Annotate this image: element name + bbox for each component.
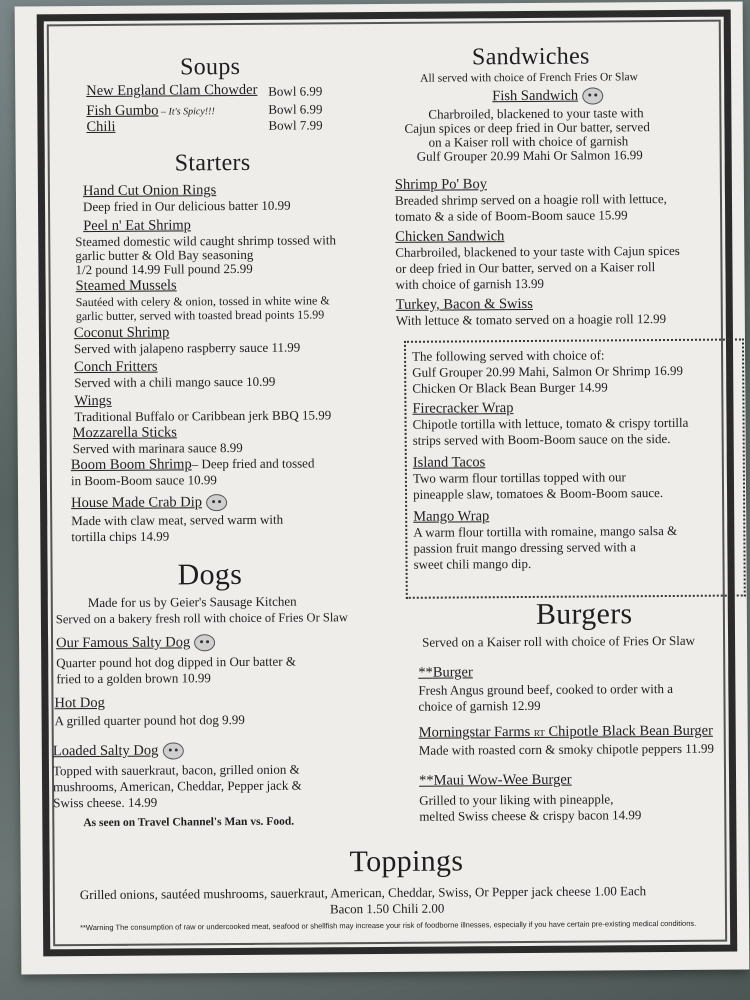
wrap-desc: strips served with Boom-Boom sauce on the side.: [412, 430, 671, 448]
starters-title: Starters: [174, 149, 251, 177]
dogs-subtitle: Served on a bakery fresh roll with choice of Fries Or Slaw: [55, 610, 348, 627]
wrap-name: Island Tacos: [412, 454, 486, 471]
starter-desc: Sautéed with celery & onion, tossed in white wine &: [75, 293, 330, 310]
sandwich-desc: Charbroiled, blackened to your taste with: [428, 105, 644, 122]
wrap-desc: Chipotle tortilla with lettuce, tomato & crispy tortilla: [412, 414, 689, 432]
dog-desc: mushrooms, American, Cheddar, Pepper jack &: [53, 777, 302, 795]
wraps-intro: Gulf Grouper 20.99 Mahi, Salmon Or Shrimp 16.99: [412, 362, 684, 380]
dog-loaded-salty: [53, 742, 184, 760]
dog-desc: Quarter pound hot dog dipped in Our batter &: [56, 653, 296, 671]
starter-name: House Made Crab Dip: [71, 494, 203, 512]
wrap-desc: sweet chili mango dip.: [413, 555, 532, 572]
sandwich-desc: with choice of garnish 13.99: [395, 275, 545, 292]
burger-name: **Burger: [418, 664, 473, 681]
sandwich-name: Fish Sandwich: [492, 87, 579, 105]
sandwich-name: Turkey, Bacon & Swiss: [395, 295, 533, 313]
burgers-subtitle: Served on a Kaiser roll with choice of Fries Or Slaw: [422, 632, 696, 650]
toppings-extra: Bacon 1.50 Chili 2.00: [329, 900, 445, 917]
sandwiches-subtitle: All served with choice of French Fries Or Slaw: [420, 71, 638, 85]
starter-inline-desc: – Deep fried and tossed: [191, 455, 315, 472]
starter-desc: Served with marinara sauce 8.99: [72, 439, 243, 457]
starter-name: Coconut Shrimp: [73, 324, 170, 342]
starter-name: Boom Boom Shrimp: [70, 456, 192, 474]
soup-price-gumbo: [268, 101, 322, 117]
wrap-desc: A warm flour tortilla with romaine, mango salsa &: [413, 522, 678, 540]
starter-name: Mozzarella Sticks: [72, 424, 177, 442]
starter-desc: tortilla chips 14.99: [71, 528, 170, 545]
toppings-list: Grilled onions, sautéed mushrooms, sauerkraut, American, Cheddar, Swiss, Or Pepper jack cheese 1.00 Each: [79, 883, 647, 903]
soup-item-gumbo: [86, 102, 215, 120]
featured-icon: [582, 88, 603, 105]
sandwich-name: Shrimp Po' Boy: [394, 176, 488, 193]
soup-price: 6.99: [299, 101, 323, 117]
sandwich-desc: Cajun spices or deep fried in Our batter, served: [404, 119, 650, 136]
featured-icon: [162, 743, 183, 760]
burger-desc: melted Swiss cheese & crispy bacon 14.99: [419, 807, 642, 824]
starter-desc: in Boom-Boom sauce 10.99: [70, 472, 217, 489]
starter-desc: Traditional Buffalo or Caribbean jerk BBQ 15.99: [74, 407, 332, 425]
burger-name: Chipotle Black Bean Burger: [548, 722, 713, 740]
starter-crab-dip: [71, 494, 227, 512]
wrap-name: Firecracker Wrap: [412, 400, 514, 417]
soup-price: 7.99: [299, 117, 323, 133]
soup-price-chowder: [268, 83, 322, 99]
starter-name: Hand Cut Onion Rings: [82, 182, 217, 200]
wrap-desc: passion fruit mango dressing served with a: [413, 539, 636, 556]
sandwich-name: Chicken Sandwich: [395, 228, 505, 245]
tv-note: As seen on Travel Channel's Man vs. Food.: [83, 815, 295, 830]
burger-name: **Maui Wow-Wee Burger: [418, 771, 572, 789]
dogs-subtitle: Made for us by Geier's Sausage Kitchen: [87, 593, 297, 611]
dog-desc: Topped with sauerkraut, bacon, grilled onion &: [52, 761, 300, 779]
dogs-title: Dogs: [177, 557, 243, 592]
burger-desc: Made with roasted corn & smoky chipotle peppers 11.99: [418, 740, 715, 758]
soup-price: 6.99: [299, 83, 323, 99]
dog-name: Hot Dog: [54, 694, 105, 712]
sandwich-desc: Charbroiled, blackened to your taste with Cajun spices: [395, 242, 680, 260]
starter-desc: 1/2 pound 14.99 Full pound 25.99: [75, 260, 253, 278]
soup-item-chili: [86, 119, 115, 136]
featured-icon: [194, 634, 215, 651]
burger-desc: choice of garnish 12.99: [418, 697, 541, 714]
sandwich-fish: [492, 87, 603, 105]
burger-name: Morningstar Farms: [418, 723, 531, 741]
featured-icon: [206, 494, 227, 511]
starter-desc: Served with jalapeno raspberry sauce 11.99: [73, 339, 301, 357]
wraps-intro: The following served with choice of:: [412, 347, 605, 364]
starter-desc: garlic butter, served with toasted bread points 15.99: [75, 307, 325, 324]
soups-title: Soups: [179, 53, 241, 81]
dog-name: Our Famous Salty Dog: [56, 634, 191, 652]
sandwiches-title: Sandwiches: [471, 43, 590, 71]
sandwich-desc: or deep fried in Our batter, served on a Kaiser roll: [395, 259, 656, 276]
starter-name: Wings: [74, 392, 112, 410]
starter-desc: Deep fried in Our delicious batter 10.99: [82, 197, 291, 215]
starter-desc: garlic butter & Old Bay seasoning: [75, 246, 254, 264]
soup-note: – It's Spicy!!!: [158, 106, 215, 118]
soup-portion: Bowl: [268, 117, 297, 133]
wrap-name: Mango Wrap: [413, 508, 490, 525]
soup-portion: Bowl: [268, 83, 297, 99]
sandwich-desc: on a Kaiser roll with choice of garnish: [428, 133, 629, 150]
dog-desc: Swiss cheese. 14.99: [53, 794, 158, 811]
burger-desc: Fresh Angus ground beef, cooked to order with a: [418, 680, 673, 698]
dog-desc: fried to a golden brown 10.99: [56, 670, 211, 687]
soup-name: Chili: [86, 118, 116, 136]
burgers-title: Burgers: [535, 597, 633, 631]
soup-name: Fish Gumbo: [86, 102, 159, 120]
burger-trademark: RT: [533, 727, 545, 738]
menu-border: [37, 10, 738, 957]
toppings-title: Toppings: [349, 844, 464, 879]
starter-desc: Served with a chili mango sauce 10.99: [74, 373, 276, 391]
starter-name: Conch Fritters: [74, 358, 158, 376]
dog-name: Loaded Salty Dog: [52, 742, 159, 760]
starter-name: Peel n' Eat Shrimp: [83, 217, 191, 235]
starter-desc: Made with claw meat, served warm with: [71, 511, 284, 529]
sandwich-desc: With lettuce & tomato served on a hoagie roll 12.99: [395, 311, 667, 328]
burger-desc: Grilled to your liking with pineapple,: [419, 791, 614, 808]
soup-name: New England Clam Chowder: [86, 81, 258, 100]
sandwich-desc: Gulf Grouper 20.99 Mahi Or Salmon 16.99: [416, 147, 643, 164]
wrap-desc: pineapple slaw, tomatoes & Boom-Boom sauce.: [412, 485, 664, 502]
sandwich-desc: tomato & a side of Boom-Boom sauce 15.99: [395, 207, 628, 224]
wraps-intro: Chicken Or Black Bean Burger 14.99: [412, 379, 608, 396]
dog-famous-salty: [56, 634, 215, 652]
sandwich-desc: Breaded shrimp served on a hoagie roll with lettuce,: [394, 191, 667, 208]
starter-name: Steamed Mussels: [75, 277, 177, 295]
soup-portion: Bowl: [268, 101, 297, 117]
wrap-desc: Two warm flour tortillas topped with our: [412, 469, 626, 486]
burger-morningstar: [419, 723, 713, 742]
menu-page: [15, 1, 750, 974]
soup-price-chili: [268, 117, 322, 133]
starter-desc: Steamed domestic wild caught shrimp tossed with: [75, 232, 337, 250]
dog-desc: A grilled quarter pound hot dog 9.99: [54, 711, 245, 729]
soup-item-chowder: [86, 82, 257, 100]
food-warning: **Warning The consumption of raw or undercooked meat, seafood or shellfish may increase your risk of foodborne illnesses, especially if you have certain pre-existing medical conditions.: [80, 918, 697, 933]
